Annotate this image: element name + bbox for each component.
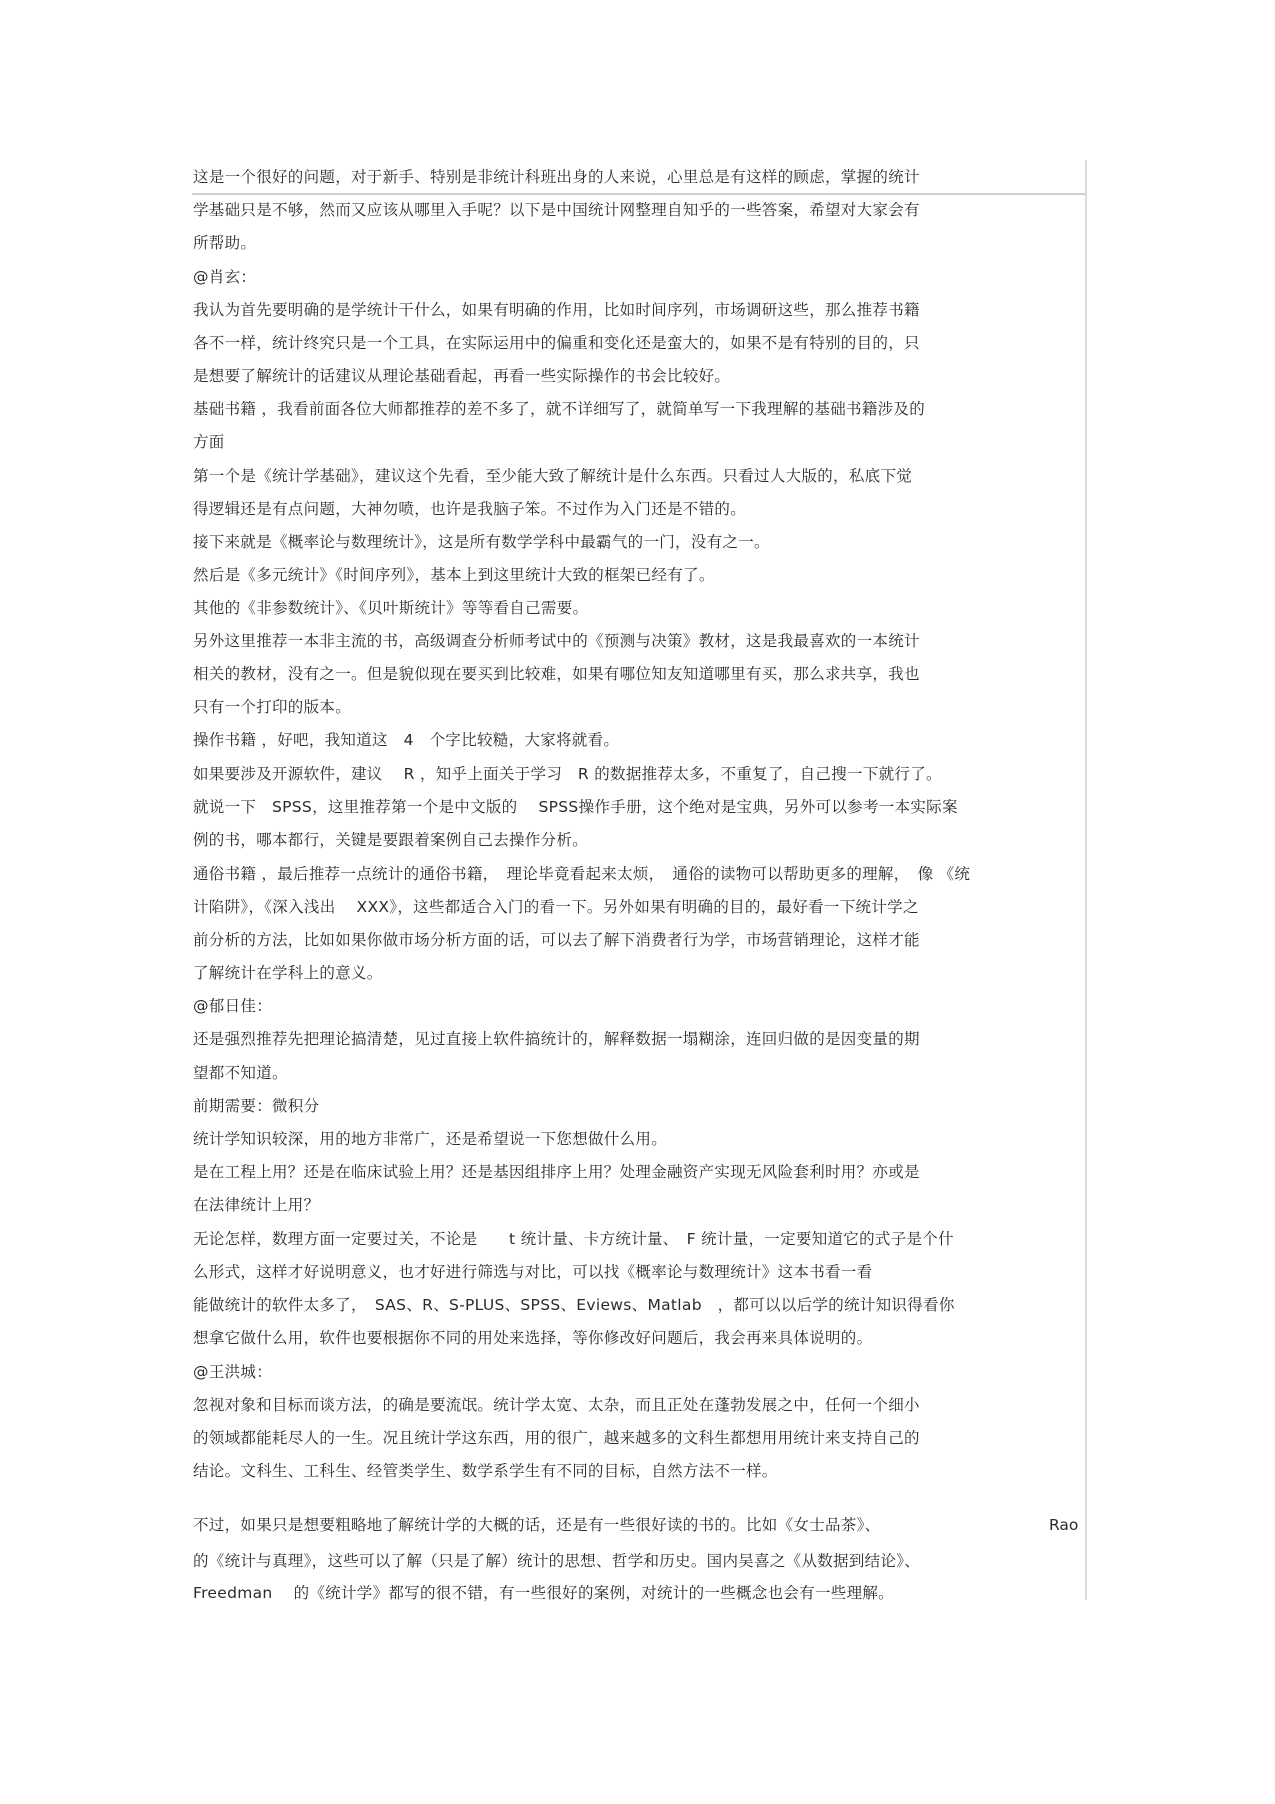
text-line: 各不一样，统计终究只是一个工具，在实际运用中的偏重和变化还是蛮大的，如果不是有特别的目的，只: [193, 334, 920, 352]
text-line: 结论。文科生、工科生、经管类学生、数学系学生有不同的目标，自然方法不一样。: [193, 1462, 778, 1480]
text-line: 这是一个很好的问题，对于新手、特别是非统计科班出身的人来说，心里总是有这样的顾虑，掌握的统计: [193, 168, 920, 186]
text-line: 就说一下 SPSS，这里推荐第一个是中文版的 SPSS操作手册，这个绝对是宝典，另外可以参考一本实际案: [193, 798, 958, 816]
text-line: 然后是《多元统计》《时间序列》，基本上到这里统计大致的框架已经有了。: [193, 566, 715, 584]
text-line: 如果要涉及开源软件，建议 R ，知乎上面关于学习 R 的数据推荐太多，不重复了，自己搜一下就行了。: [193, 765, 942, 783]
text-line: 得逻辑还是有点问题，大神勿喷，也许是我脑子笨。不过作为入门还是不错的。: [193, 500, 747, 518]
text-line: 第一个是《统计学基础》，建议这个先看，至少能大致了解统计是什么东西。只看过人大版的，私底下觉: [193, 467, 913, 485]
text-line: 无论怎样，数理方面一定要过关，不论是 t 统计量、卡方统计量、 F 统计量，一定要知道它的式子是个什: [193, 1230, 954, 1248]
text-line: 想拿它做什么用，软件也要根据你不同的用处来选择，等你修改好问题后，我会再来具体说明的。: [193, 1329, 873, 1347]
text-line: @肖玄：: [193, 268, 257, 286]
text-line: @郁日佳：: [193, 997, 273, 1015]
text-line: 是想要了解统计的话建议从理论基础看起，再看一些实际操作的书会比较好。: [193, 367, 731, 385]
text-line: 前分析的方法，比如如果你做市场分析方面的话，可以去了解下消费者行为学，市场营销理论，这样才能: [193, 931, 920, 949]
text-line: 接下来就是《概率论与数理统计》，这是所有数学学科中最霸气的一门，没有之一。: [193, 533, 770, 551]
text-line: 在法律统计上用？: [193, 1196, 320, 1214]
text-line: 其他的《非参数统计》、《贝叶斯统计》等等看自己需要。: [193, 599, 589, 617]
text-line: 通俗书籍 ，最后推荐一点统计的通俗书籍， 理论毕竟看起来太烦， 通俗的读物可以帮助更多的理解， 像 《统: [193, 865, 971, 883]
text-line: 学基础只是不够，然而又应该从哪里入手呢？以下是中国统计网整理自知乎的一些答案，希望对大家会有: [193, 201, 920, 219]
text-line: 只有一个打印的版本。: [193, 698, 352, 716]
text-line: 前期需要：微积分: [193, 1097, 320, 1115]
text-line: Freedman 的《统计学》都写的很不错，有一些很好的案例，对统计的一些概念也会有一些理解。: [193, 1584, 894, 1602]
text-line: 了解统计在学科上的意义。: [193, 964, 383, 982]
text-line: 还是强烈推荐先把理论搞清楚，见过直接上软件搞统计的，解释数据一塌糊涂，连回归做的是因变量的期: [193, 1030, 920, 1048]
text-line: 的领域都能耗尽人的一生。况且统计学这东西，用的很广，越来越多的文科生都想用用统计来支持自己的: [193, 1429, 920, 1447]
text-line: 是在工程上用？还是在临床试验上用？还是基因组排序上用？处理金融资产实现无风险套利时用？亦或是: [193, 1163, 920, 1181]
text-line: 例的书，哪本都行，关键是要跟着案例自己去操作分析。: [193, 831, 589, 849]
text-line: 的《统计与真理》，这些可以了解（只是了解）统计的思想、哲学和历史。国内吴喜之《从数据到结论》、: [193, 1552, 921, 1570]
text-line: 方面: [193, 433, 225, 451]
text-line: 相关的教材，没有之一。但是貌似现在要买到比较难，如果有哪位知友知道哪里有买，那么求共享，我也: [193, 665, 920, 683]
text-line: 忽视对象和目标而谈方法，的确是要流氓。统计学太宽、太杂，而且正处在蓬勃发展之中，任何一个细小: [193, 1396, 920, 1414]
text-line: 操作书籍 ，好吧，我知道这 4 个字比较糙，大家将就看。: [193, 731, 620, 749]
text-line: 所帮助。: [193, 234, 257, 252]
text-line: 我认为首先要明确的是学统计干什么，如果有明确的作用，比如时间序列，市场调研这些，那么推荐书籍: [193, 301, 920, 319]
text-line: 能做统计的软件太多了， SAS、R、S-PLUS、SPSS、Eviews、Matlab ，都可以以后学的统计知识得看你: [193, 1296, 955, 1314]
text-line: 不过，如果只是想要粗略地了解统计学的大概的话，还是有一些很好读的书的。比如《女士品茶》、: [193, 1516, 881, 1534]
text-line: 望都不知道。: [193, 1064, 288, 1082]
right-border: [1085, 160, 1087, 1600]
text-line: 基础书籍 ，我看前面各位大师都推荐的差不多了，就不详细写了，就简单写一下我理解的基础书籍涉及的: [193, 400, 926, 418]
text-line: 么形式，这样才好说明意义，也才好进行筛选与对比，可以找《概率论与数理统计》这本书看一看: [193, 1263, 873, 1281]
text-line: 另外这里推荐一本非主流的书，高级调查分析师考试中的《预测与决策》教材，这是我最喜欢的一本统计: [193, 632, 920, 650]
inline-author-name: Rao: [1049, 1516, 1079, 1534]
text-line: @王洪城：: [193, 1363, 273, 1381]
text-line: 统计学知识较深，用的地方非常广，还是希望说一下您想做什么用。: [193, 1130, 668, 1148]
text-line: 计陷阱》，《深入浅出 XXX》，这些都适合入门的看一下。另外如果有明确的目的，最好看一下统计学之: [193, 898, 919, 916]
